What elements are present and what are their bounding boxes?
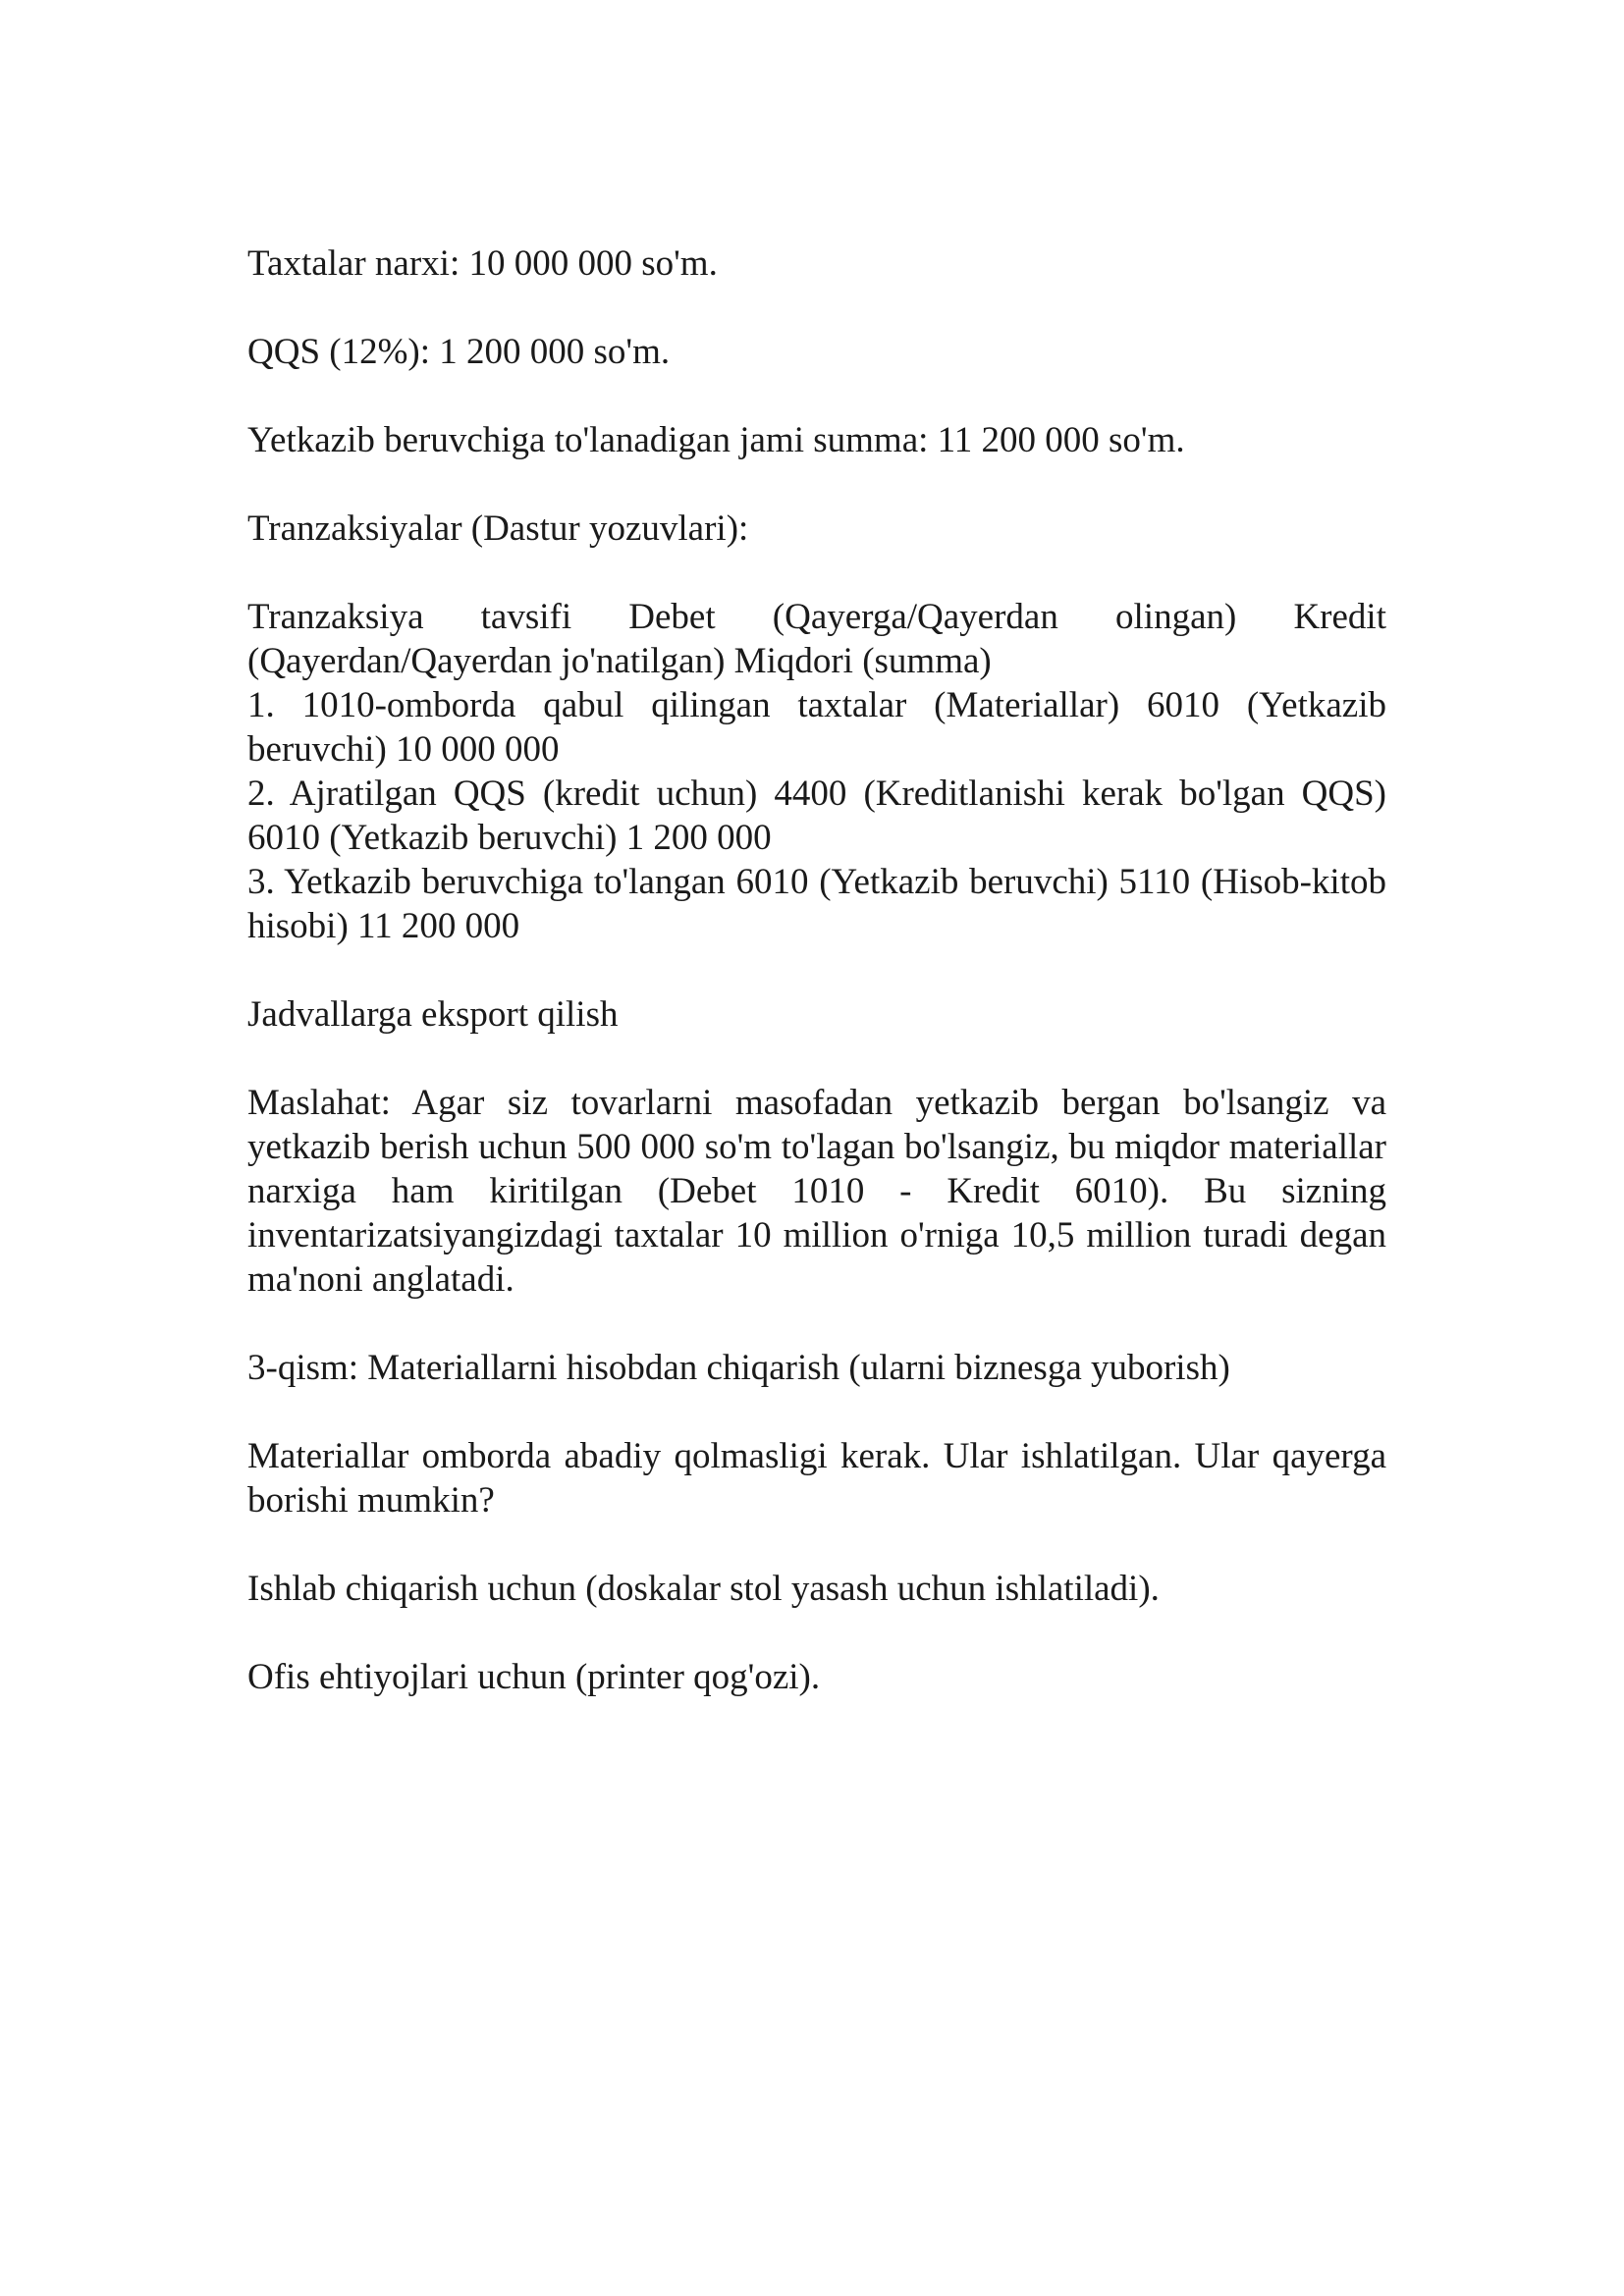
table-row: 1. 1010-omborda qabul qilingan taxtalar (Materiallar) 6010 (Yetkazib beruvchi) 10 000 000	[247, 685, 1386, 770]
total-line: Yetkazib beruvchiga to'lanadigan jami summa: 11 200 000 so'm.	[247, 420, 1185, 460]
table-row: 2. Ajratilgan QQS (kredit uchun) 4400 (Kreditlanishi kerak bo'lgan QQS) 6010 (Yetkazib beruvchi) 1 200 000	[247, 774, 1386, 858]
document-page	[247, 241, 1386, 1743]
transactions-table	[247, 595, 1386, 948]
transactions-heading: Tranzaksiyalar (Dastur yozuvlari):	[247, 508, 749, 549]
office-line: Ofis ehtiyojlari uchun (printer qog'ozi).	[247, 1657, 821, 1697]
advice-paragraph: Maslahat: Agar siz tovarlarni masofadan yetkazib bergan bo'lsangiz va yetkazib berish uchun 500 000 so'm to'lagan bo'lsangiz, bu miqdor materiallar narxiga ham kiritilgan (Debet 1010 - Kredit 6010). Bu sizning inventarizatsiyangizdagi taxtalar 10 million o'rniga 10,5 million turadi degan ma'noni anglatadi.	[247, 1083, 1386, 1300]
table-header: Tranzaksiya tavsifi Debet (Qayerga/Qayerdan olingan) Kredit (Qayerdan/Qayerdan jo'natilgan) Miqdori (summa)	[247, 597, 1386, 681]
vat-line: QQS (12%): 1 200 000 so'm.	[247, 332, 671, 372]
materials-paragraph: Materiallar omborda abadiy qolmasligi kerak. Ular ishlatilgan. Ular qayerga borishi mumkin?	[247, 1436, 1386, 1521]
table-row: 3. Yetkazib beruvchiga to'langan 6010 (Yetkazib beruvchi) 5110 (Hisob-kitob hisobi) 11 200 000	[247, 862, 1386, 946]
production-line: Ishlab chiqarish uchun (doskalar stol yasash uchun ishlatiladi).	[247, 1569, 1160, 1609]
price-line: Taxtalar narxi: 10 000 000 so'm.	[247, 243, 718, 284]
export-line: Jadvallarga eksport qilish	[247, 994, 619, 1035]
part3-heading: 3-qism: Materiallarni hisobdan chiqarish (ularni biznesga yuborish)	[247, 1348, 1230, 1388]
